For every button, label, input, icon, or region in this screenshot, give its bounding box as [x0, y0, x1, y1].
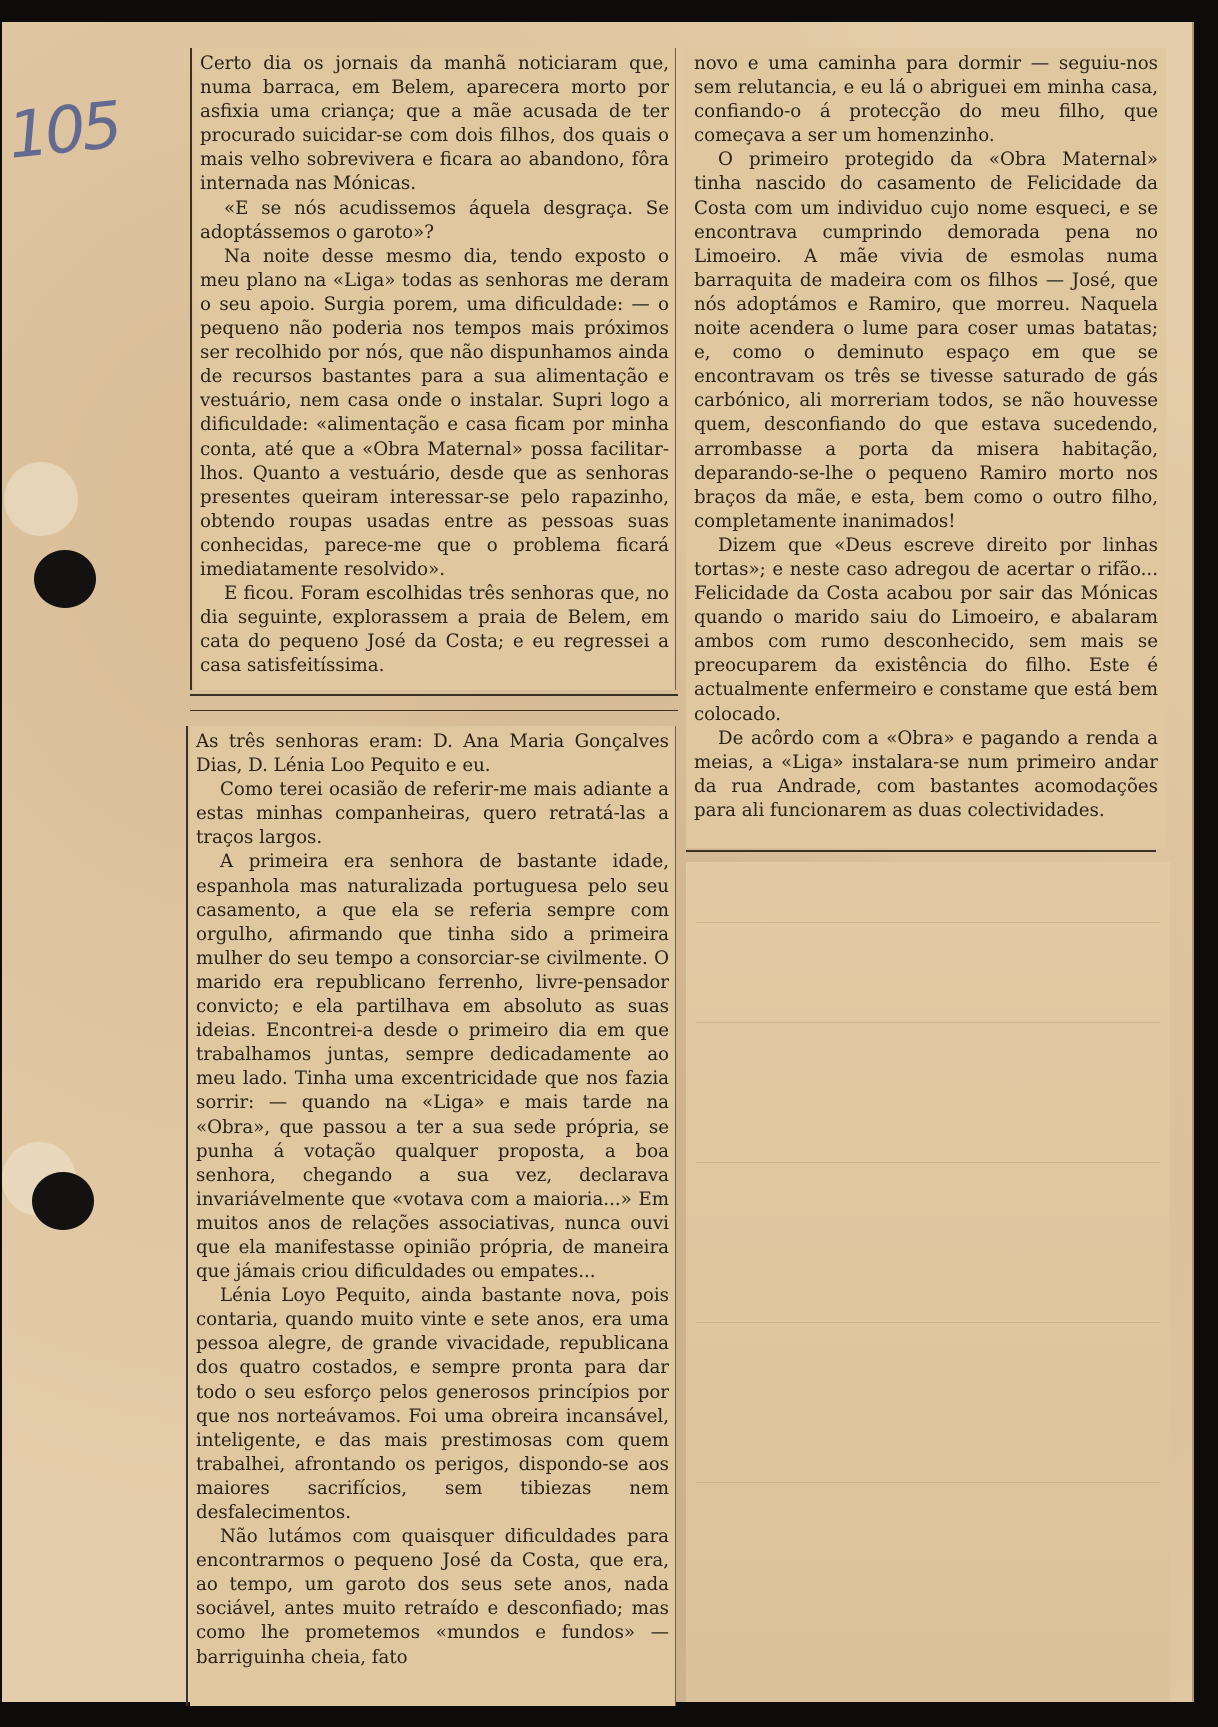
edge-stamp [150, 52, 180, 352]
left-column-top [194, 48, 676, 690]
paragraph: Certo dia os jornais da manhã noticiaram que, numa barraca, em Belem, aparecera morto por asfixia uma criança; que a mãe acusada de ter procurado suicidar-se com dois filhos, dos quais o mais velho sobrevivera e ficara ao abandono, fôra internada nas Mónicas. [200, 53, 669, 195]
right-column [686, 48, 1166, 848]
faded-pencil-signature [80, 762, 140, 1082]
left-column-bottom [190, 726, 676, 1706]
paragraph: «E se nós acudissemos áquela desgraça. Se adoptássemos o garoto»? [200, 197, 669, 243]
paper-stain [4, 462, 78, 536]
blank-backing-paper [686, 862, 1170, 1702]
pencil-page-number: 105 [4, 88, 122, 174]
newspaper-clipping-sheet [2, 22, 1194, 1702]
paragraph: O primeiro protegido da «Obra Maternal» tinha nascido do casamento de Felicidade da Costa com um individuo cujo nome esqueci, e se encontrava cumprindo demorada pena no Limoeiro. A mãe vivia de esmolas numa barraquita de madeira com os filhos — José, que nós adoptámos e Ramiro, que morreu. Naquela noite acendera o lume para coser umas batatas; e, como o deminuto espaço em que se encontravam os três se tivesse saturado de gás carbónico, ali morreriam todos, se não houvesse quem, desconfiando do que estava sucedendo, arrombasse a porta da misera habitação, deparando-se-lhe o pequeno Ramiro morto nos braços da mãe, e esta, bem como o outro filho, completamente inanimados! [694, 149, 1158, 532]
punch-hole-top [34, 550, 96, 608]
punch-hole-bottom [32, 1172, 94, 1230]
paragraph: Lénia Loyo Pequito, ainda bastante nova, pois contaria, quando muito vinte e sete anos, era uma pessoa alegre, de grande vivacidade, republicana dos quatro costados, e sempre pronta para dar todo o seu esforço pelos generosos princípios por que nos norteávamos. Foi uma obreira incansável, inteligente, e das mais prestimosas com quem trabalhei, afrontando os perigos, dispondo-se aos maiores sacrifícios, sem tibiezas nem desfalecimentos. [196, 1285, 669, 1523]
paragraph: De acôrdo com a «Obra» e pagando a renda a meias, a «Liga» instalara-se num primeiro andar da rua Andrade, com bastantes acomodações para ali funcionarem as duas colectividades. [694, 727, 1158, 821]
paragraph: Na noite desse mesmo dia, tendo exposto o meu plano na «Liga» todas as senhoras me deram o seu apoio. Surgia porem, uma dificuldade: — o pequeno não poderia nos tempos mais próximos ser recolhido por nós, que não dispunhamos ainda de recursos bastantes para a sua alimentação e vestuário, nem casa onde o instalar. Supri logo a dificuldade: «alimentação e casa ficam por minha conta, até que a «Obra Maternal» possa facilitar-lhos. Quanto a vestuário, desde que as senhoras presentes queiram interessar-se pelo rapazinho, obtendo roupas usadas entre as pessoas suas conhecidas, parece-me que o problema ficará imediatamente resolvido». [200, 245, 669, 580]
paragraph: Não lutámos com quaisquer dificuldades para encontrarmos o pequeno José da Costa, que era, ao tempo, um garoto dos seus sete anos, nada sociável, antes muito retraído e desconfiado; mas como lhe prometemos «mundos e fundos» — barriguinha cheia, fato [196, 1526, 669, 1668]
paragraph: Como terei ocasião de referir-me mais adiante a estas minhas companheiras, quero retratá-las a traços largos. [196, 779, 669, 849]
column-end-rule [686, 850, 1156, 852]
paragraph: E ficou. Foram escolhidas três senhoras que, no dia seguinte, explorassem a praia de Belem, em cata do pequeno José da Costa; e eu regressei a casa satisfeitíssima. [200, 583, 669, 677]
paragraph: As três senhoras eram: D. Ana Maria Gonçalves Dias, D. Lénia Loo Pequito e eu. [196, 731, 669, 777]
paragraph: Dizem que «Deus escreve direito por linhas tortas»; e neste caso adregou de acertar o rifão... Felicidade da Costa acabou por sair das Mónicas quando o marido saiu do Limoeiro, e abalaram ambos com rumo desconhecido, sem mais se preocuparem da existência do filho. Este é actualmente enfermeiro e constame que está bem colocado. [694, 534, 1158, 725]
paragraph: A primeira era senhora de bastante idade, espanhola mas naturalizada portuguesa pelo seu casamento, a que ela se referia sempre com orgulho, afirmando que tinha sido a primeira mulher do seu tempo a consorciar-se civilmente. O marido era republicano ferrenho, livre-pensador convicto; e ela partilhava em absoluto as suas ideias. Encontrei-a desde o primeiro dia em que trabalhamos juntas, sempre dedicadamente ao meu lado. Tinha uma excentricidade que nos fazia sorrir: — quando na «Liga» e mais tarde na «Obra», que passou a ter a sua sede própria, se punha á votação qualquer proposta, a boa senhora, chegando a sua vez, declarava invariávelmente que «votava com a maioria...» Em muitos anos de relações associativas, nunca ouvi que ela manifestasse opinião própria, de maneira que jámais criou dificuldades ou empates... [196, 851, 669, 1283]
section-divider [190, 710, 678, 711]
paragraph: novo e uma caminha para dormir — seguiu-nos sem relutancia, e eu lá o abriguei em minha casa, confiando-o á protecção do meu filho, que começava a ser um homenzinho. [694, 53, 1158, 147]
section-divider [190, 694, 678, 696]
